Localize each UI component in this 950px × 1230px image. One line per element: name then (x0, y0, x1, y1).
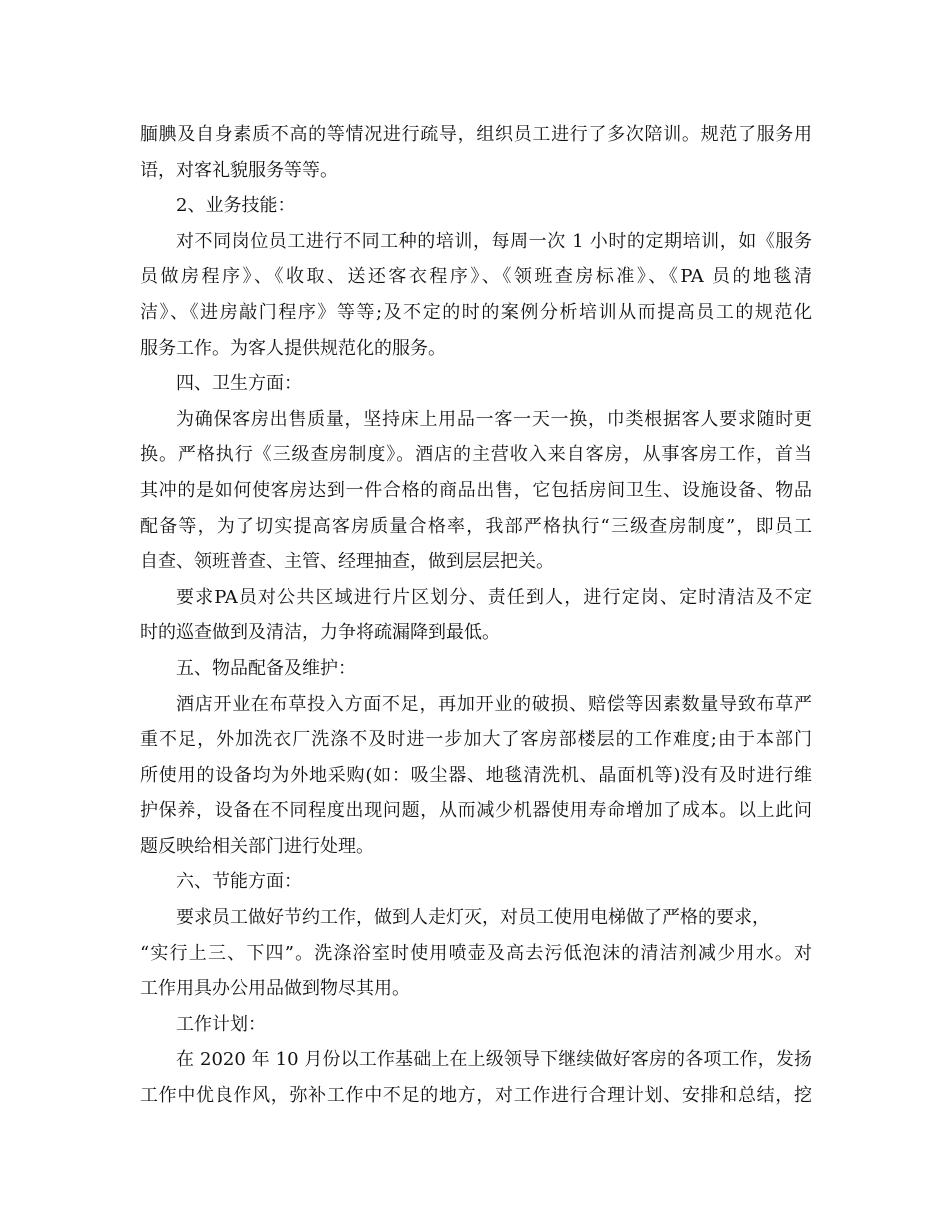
text-line: 护保养，设备在不同程度出现问题，从而减少机器使用寿命增加了成本。以上此问 (140, 800, 812, 822)
text-line: 在 2020 年 10 月份以工作基础上在上级领导下继续做好客房的各项工作，发扬 (176, 1049, 812, 1071)
text-line: 语，对客礼貌服务等等。 (140, 159, 338, 181)
text-line: 2、业务技能： (176, 195, 296, 217)
text-line: 所使用的设备均为外地采购(如：吸尘器、地毯清洗机、晶面机等)没有及时进行维 (140, 764, 812, 786)
text-line: 工作用具办公用品做到物尽其用。 (140, 978, 410, 1000)
text-line: 自查、领班普查、主管、经理抽查，做到层层把关。 (140, 551, 554, 573)
text-line: 换。严格执行《三级查房制度》。酒店的主营收入来自客房，从事客房工作，首当 (140, 444, 812, 466)
text-line: 为确保客房出售质量，坚持床上用品一客一天一换，巾类根据客人要求随时更 (176, 408, 812, 430)
text-line: 服务工作。为客人提供规范化的服务。 (140, 337, 446, 359)
text-line: 洁》、《进房敲门程序》等等;及不定的时的案例分析培训从而提高员工的规范化 (140, 301, 812, 323)
text-line: 要求PA员对公共区域进行片区划分、责任到人，进行定岗、定时清洁及不定 (176, 586, 812, 608)
text-line: 六、节能方面： (176, 871, 302, 893)
text-line: 四、卫生方面： (176, 373, 302, 395)
text-line: “实行上三、下四”。洗涤浴室时使用喷壶及高去污低泡沫的清洁剂减少用水。对 (140, 942, 812, 964)
text-line: 工作中优良作风，弥补工作中不足的地方，对工作进行合理计划、安排和总结，挖 (140, 1085, 812, 1107)
text-line: 其冲的是如何使客房达到一件合格的商品出售，它包括房间卫生、设施设备、物品 (140, 479, 812, 501)
text-line: 重不足，外加洗衣厂洗涤不及时进一步加大了客房部楼层的工作难度;由于本部门 (140, 729, 812, 751)
text-line: 员做房程序》、《收取、送还客衣程序》、《领班查房标准》、《PA 员的地毯清 (140, 266, 812, 288)
text-line: 时的巡查做到及清洁，力争将疏漏降到最低。 (140, 622, 500, 644)
text-line: 酒店开业在布草投入方面不足，再加开业的破损、赔偿等因素数量导致布草严 (176, 693, 812, 715)
text-line: 五、物品配备及维护： (176, 657, 356, 679)
text-line: 对不同岗位员工进行不同工种的培训，每周一次 1 小时的定期培训，如《服务 (176, 230, 812, 252)
document-body (140, 117, 812, 1114)
text-line: 题反映给相关部门进行处理。 (140, 835, 374, 857)
text-line: 配备等，为了切实提高客房质量合格率，我部严格执行“三级查房制度”，即员工 (140, 515, 812, 537)
text-line: 腼腆及自身素质不高的等情况进行疏导，组织员工进行了多次陪训。规范了服务用 (140, 124, 812, 145)
text-line: 工作计划： (176, 1013, 266, 1035)
text-line: 要求员工做好节约工作，做到人走灯灭，对员工使用电梯做了严格的要求， (176, 907, 770, 929)
